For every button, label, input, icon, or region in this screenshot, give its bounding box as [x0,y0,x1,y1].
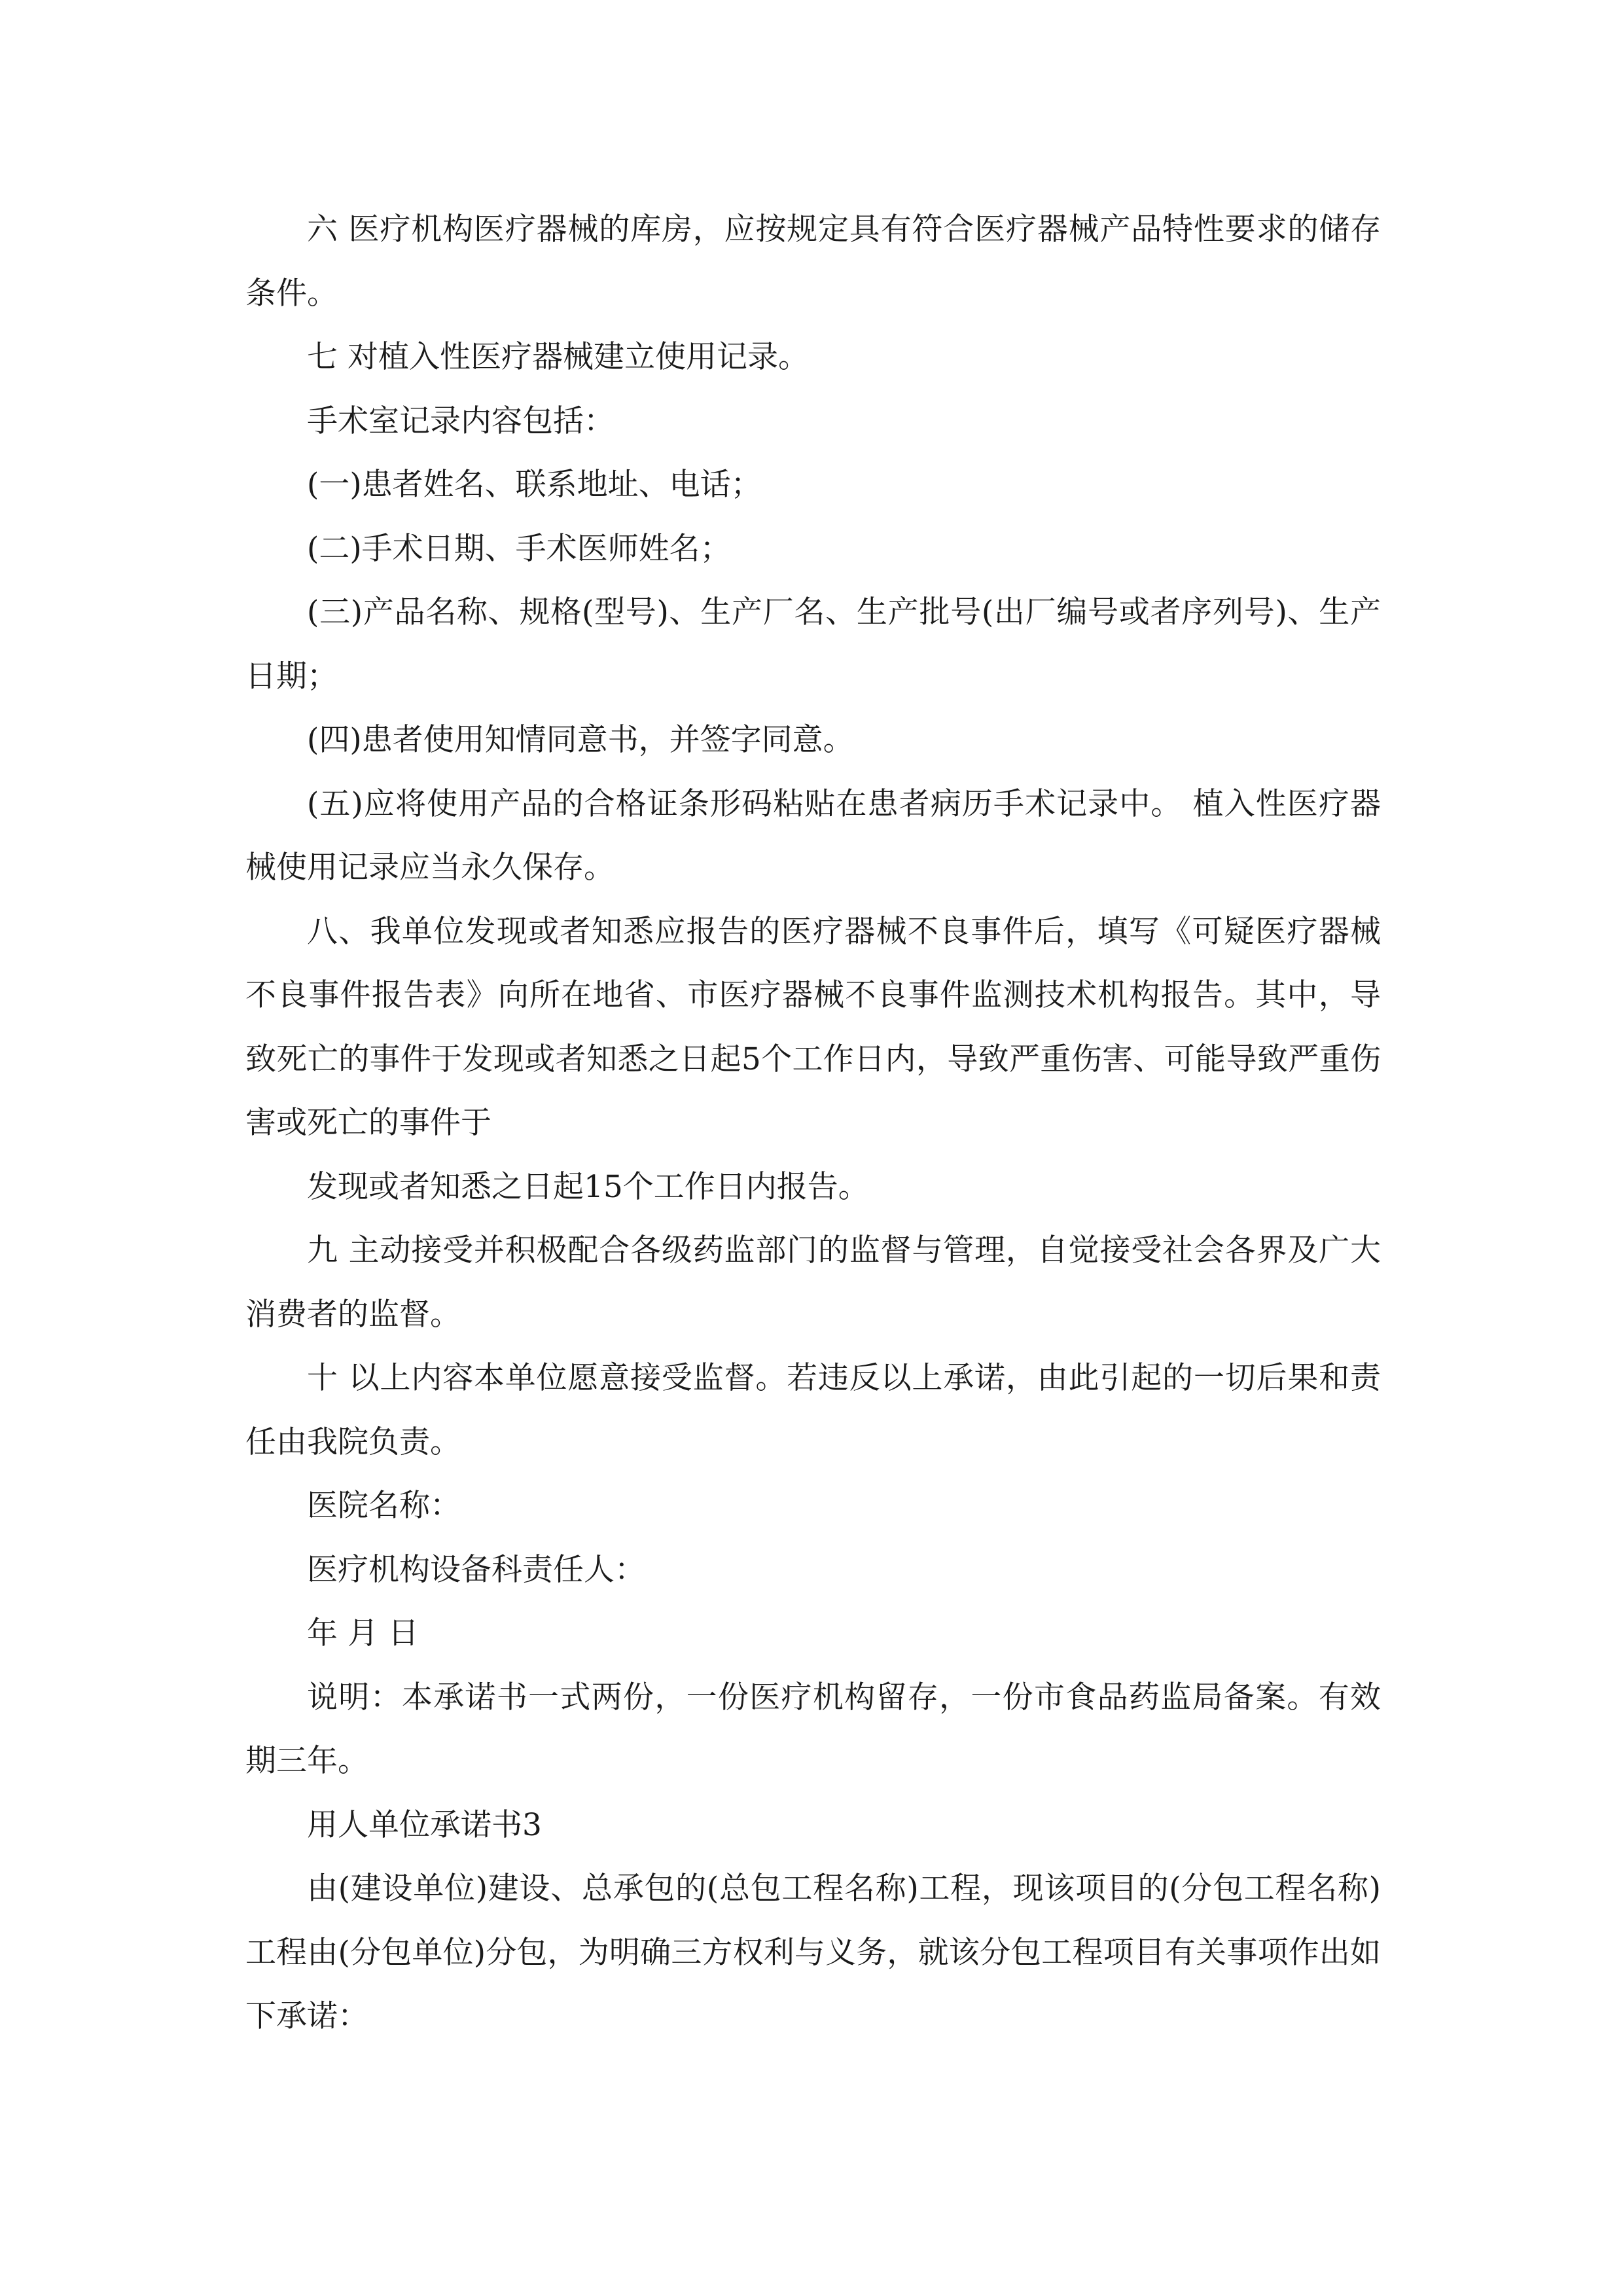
hospital-name-field: 医院名称： [307,1488,461,1524]
list-item-4: (四)患者使用知情同意书，并签字同意。 [307,722,854,758]
paragraph-liability: 十 以上内容本单位愿意接受监督。若违反以上承诺，由此引起的一切后果和责任由我院负责。 [245,1360,1381,1460]
paragraph-report-deadline: 发现或者知悉之日起15个工作日内报告。 [307,1168,869,1205]
paragraph-adverse-event: 八、我单位发现或者知悉应报告的医疗器械不良事件后，填写《可疑医疗器械不良事件报告表》向所在地省、市医疗器械不良事件监测技术机构报告。其中，导致死亡的事件于发现或者知悉之日起5个工作日内，导致严重伤害、可能导致严重伤害或死亡的事件于 [245,913,1381,1141]
section-title: 用人单位承诺书3 [307,1806,542,1843]
list-item-2: (二)手术日期、手术医师姓名； [307,530,731,567]
date-field: 年 月 日 [307,1615,419,1651]
paragraph-record-contents: 手术室记录内容包括： [307,403,615,439]
list-item-5: (五)应将使用产品的合格证条形码粘贴在患者病历手术记录中。 植入性医疗器械使用记录应当永久保存。 [245,785,1381,886]
paragraph-note: 说明：本承诺书一式两份，一份医疗机构留存，一份市食品药监局备案。有效期三年。 [245,1679,1381,1779]
list-item-3: (三)产品名称、规格(型号)、生产厂名、生产批号(出厂编号或者序列号)、生产日期； [245,594,1381,694]
responsible-person-field: 医疗机构设备科责任人： [307,1551,645,1588]
paragraph-implant-record: 七 对植入性医疗器械建立使用记录。 [307,339,809,375]
paragraph-supervision: 九 主动接受并积极配合各级药监部门的监督与管理，自觉接受社会各界及广大消费者的监督。 [245,1232,1381,1333]
document-body [245,198,1381,2049]
paragraph-subcontract: 由(建设单位)建设、总承包的(总包工程名称)工程，现该项目的(分包工程名称)工程由(分包单位)分包，为明确三方权利与义务，就该分包工程项目有关事项作出如下承诺： [245,1871,1381,2034]
paragraph-storage: 六 医疗机构医疗器械的库房，应按规定具有符合医疗器械产品特性要求的储存条件。 [245,211,1381,312]
list-item-1: (一)患者姓名、联系地址、电话； [307,467,762,503]
